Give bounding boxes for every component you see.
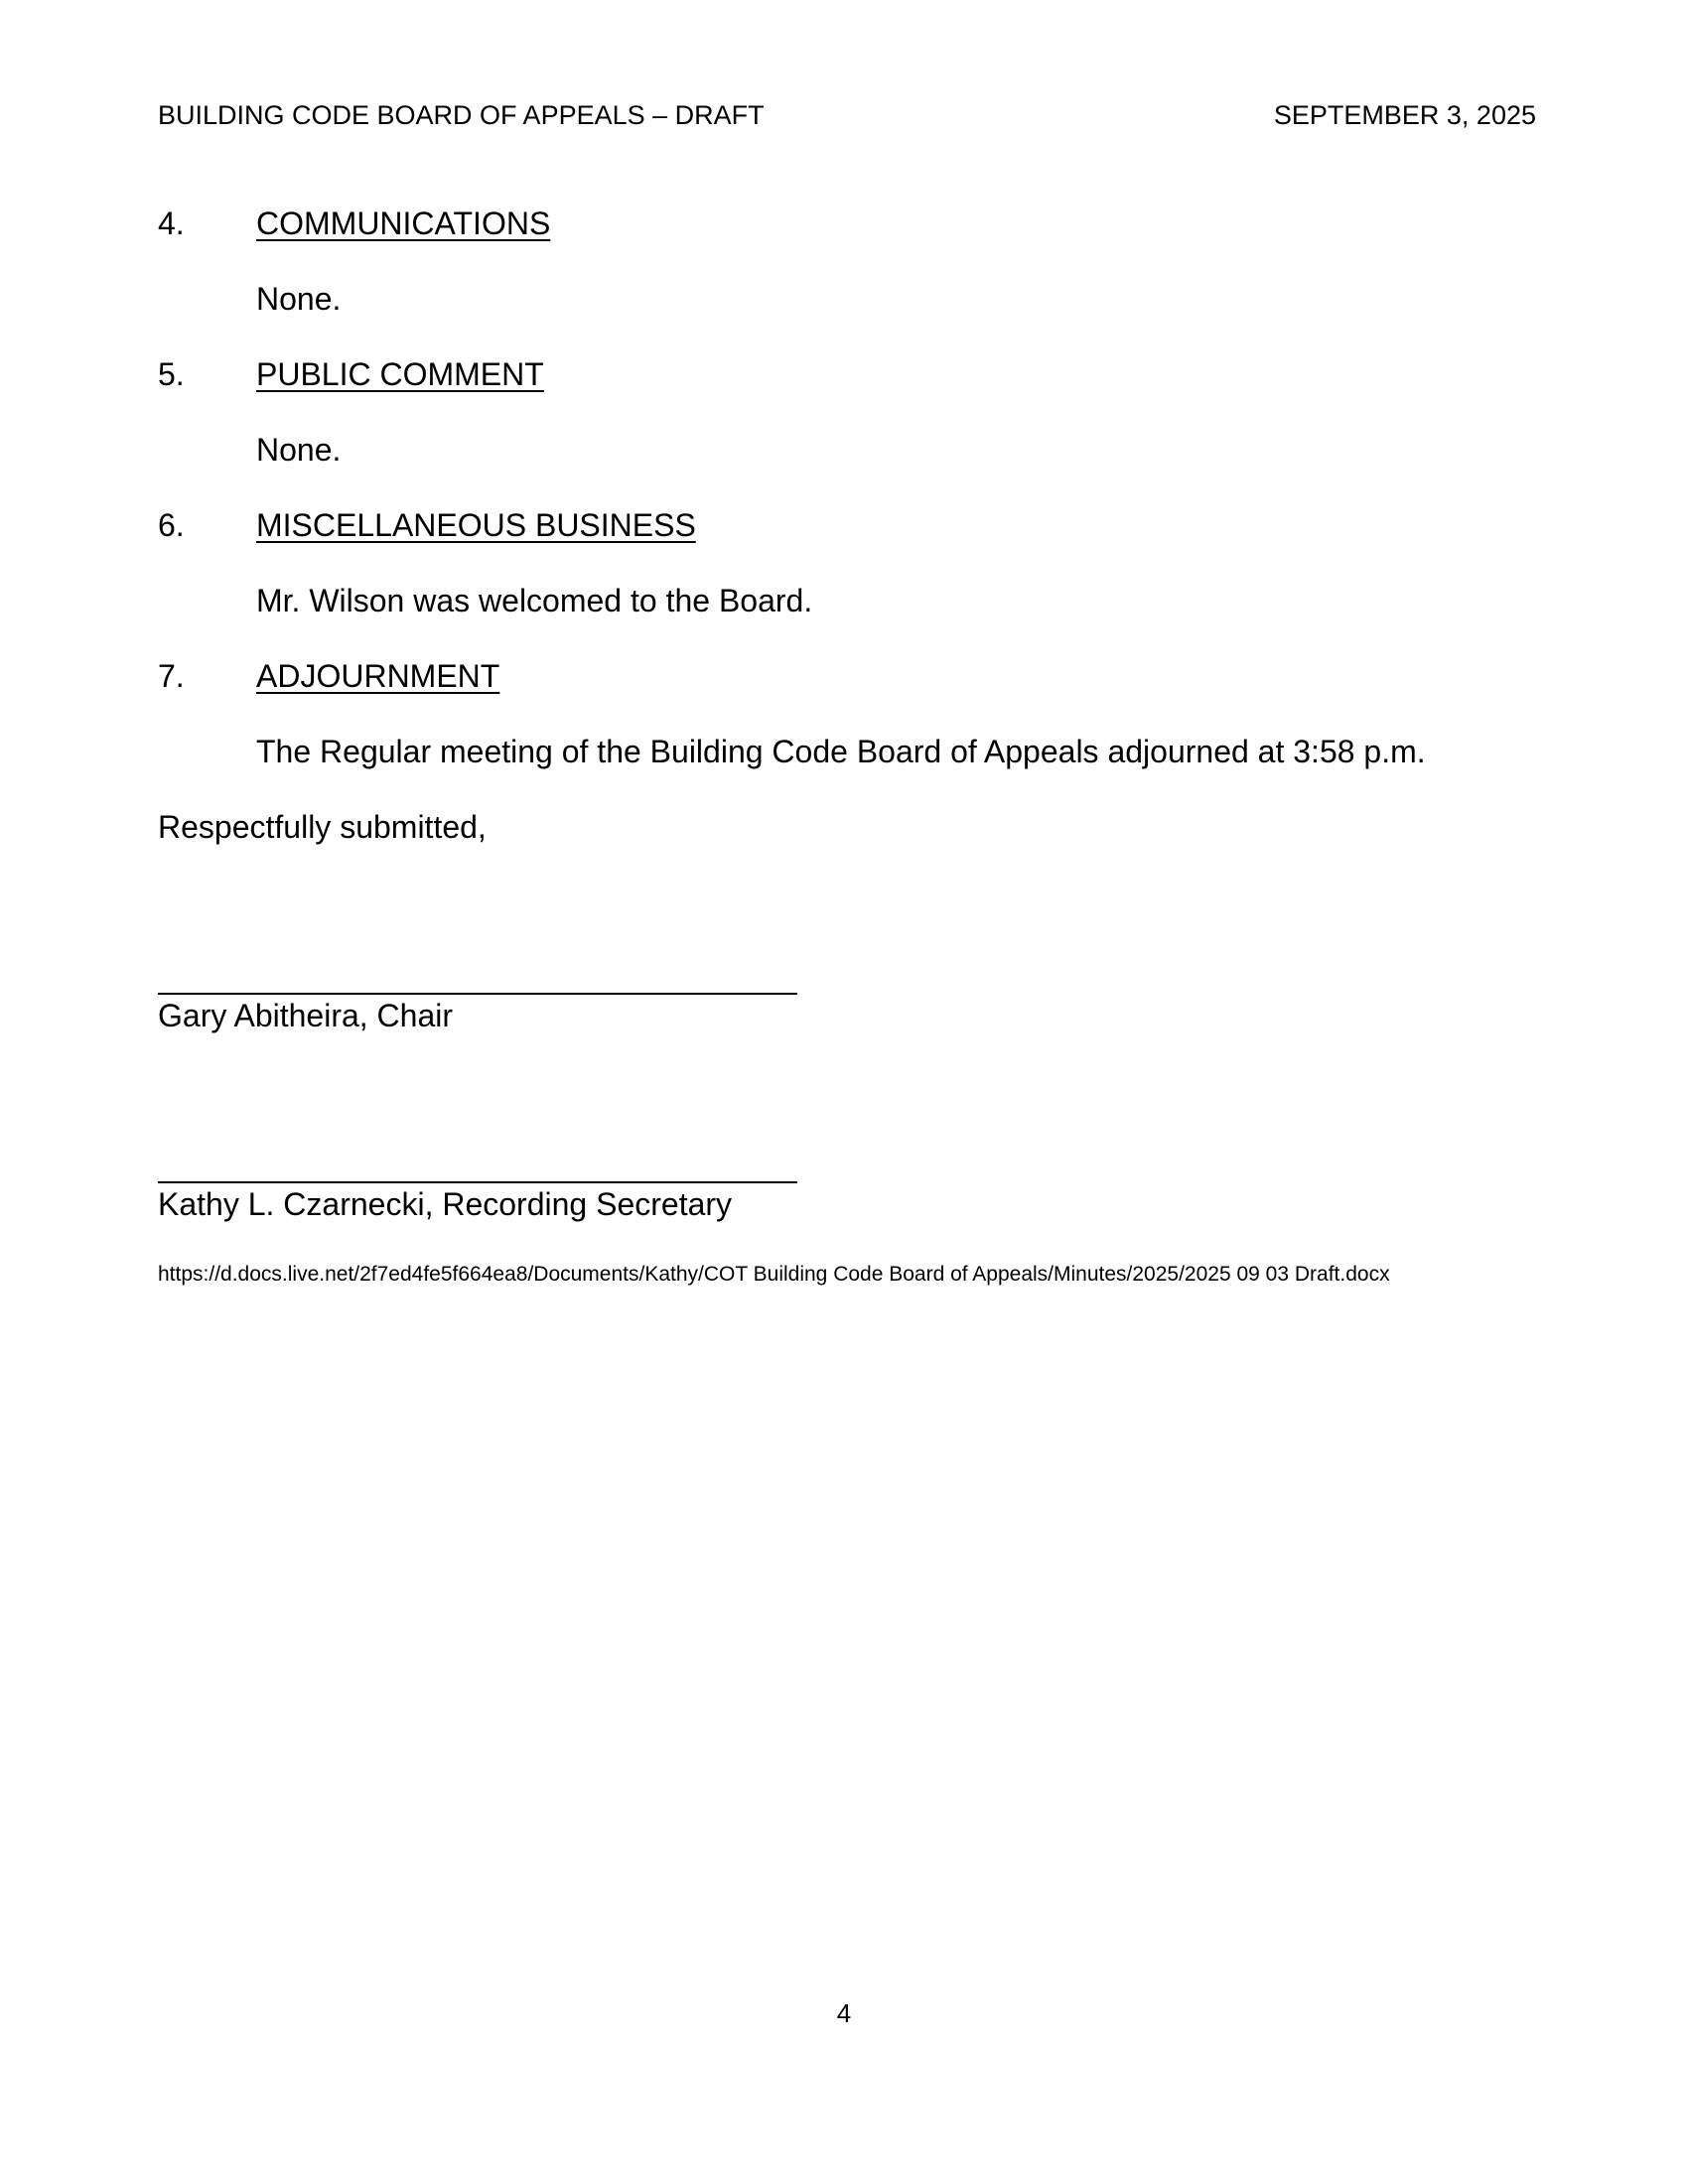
section-body: None. [256,281,342,317]
section-number: 4. [158,205,185,241]
section-body: Mr. Wilson was welcomed to the Board. [256,583,813,618]
section-number: 5. [158,356,185,392]
section-title: COMMUNICATIONS [256,205,551,241]
signature-line-chair [158,993,797,995]
signature-line-secretary [158,1181,797,1183]
section-title: MISCELLANEOUS BUSINESS [256,507,696,543]
signature-name-secretary: Kathy L. Czarnecki, Recording Secretary [158,1186,733,1222]
section-number: 6. [158,507,185,543]
closing-text: Respectfully submitted, [158,809,487,845]
page-number: 4 [836,1998,852,2028]
section-title: ADJOURNMENT [256,658,500,694]
header-title: BUILDING CODE BOARD OF APPEALS – DRAFT [158,100,765,130]
header-date: SEPTEMBER 3, 2025 [1273,100,1536,130]
section-body: None. [256,432,342,468]
signature-name-chair: Gary Abitheira, Chair [158,998,454,1033]
section-title: PUBLIC COMMENT [256,356,544,392]
section-number: 7. [158,658,185,694]
section-body: The Regular meeting of the Building Code Board of Appeals adjourned at 3:58 p.m. [256,734,1426,769]
document-file-path: https://d.docs.live.net/2f7ed4fe5f664ea8/Documents/Kathy/COT Building Code Board of Appeals/Minutes/2025/2025 09 03 Draft.docx [158,1263,1390,1286]
